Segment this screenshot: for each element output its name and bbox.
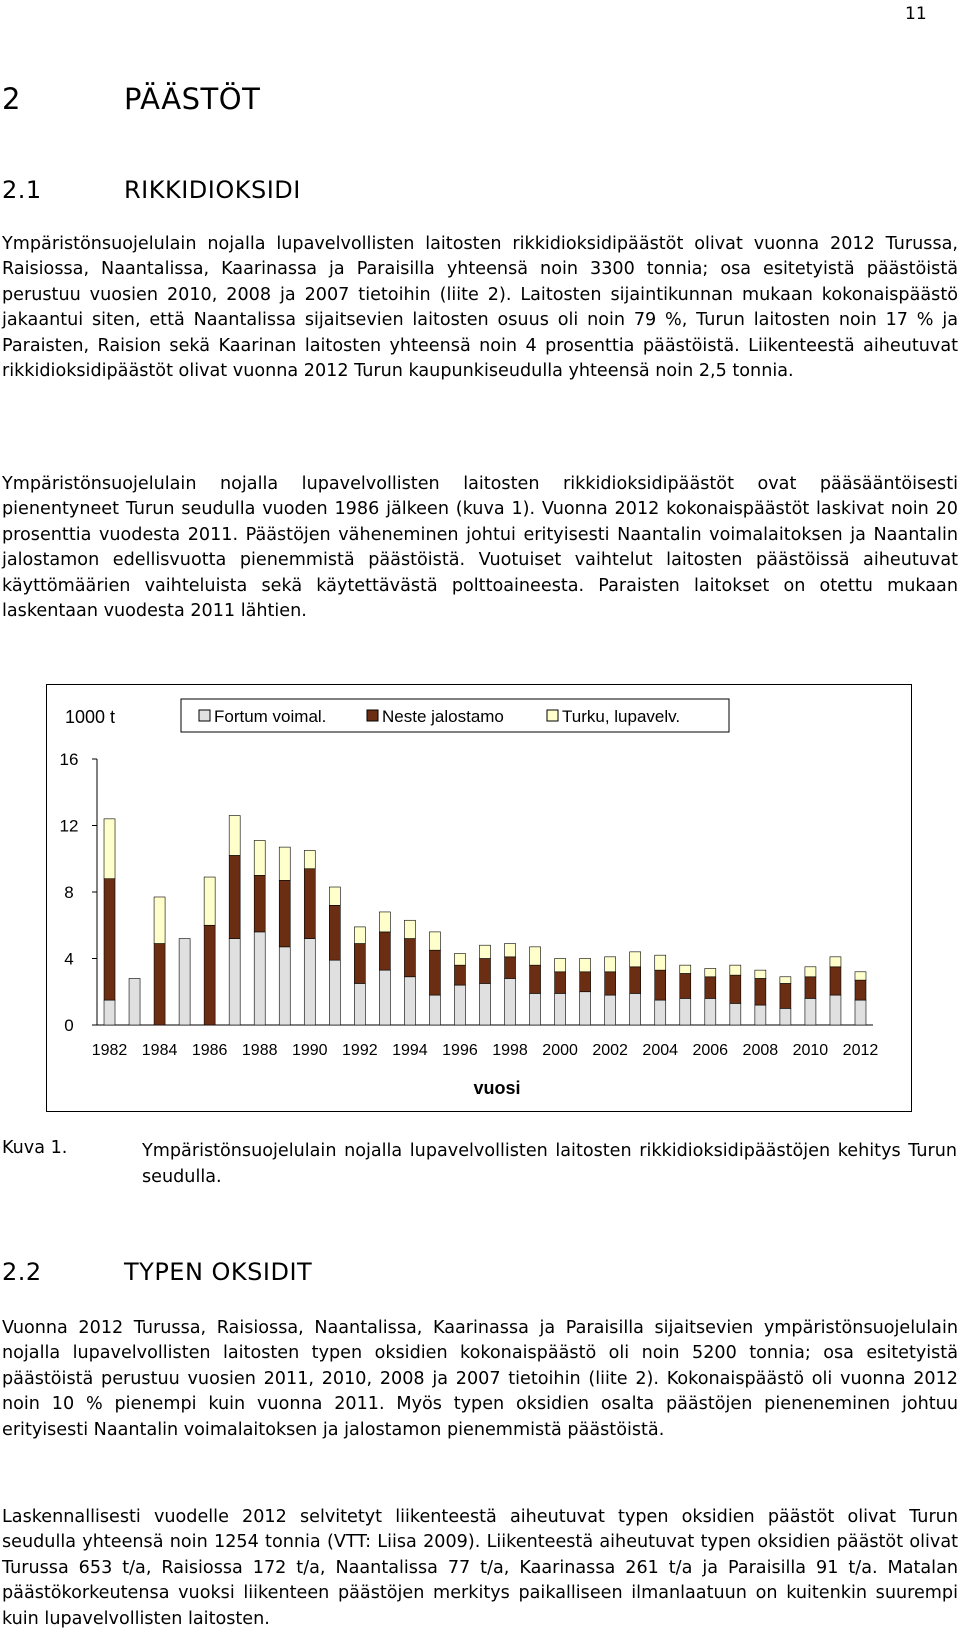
- bar-segment-neste-2011: [830, 967, 841, 995]
- bar-segment-neste-2002: [605, 972, 616, 995]
- section-title: PÄÄSTÖT: [124, 82, 261, 116]
- bar-segment-fortum-1992: [354, 983, 365, 1025]
- bar-segment-turku-1999: [530, 947, 541, 965]
- bar-segment-turku-1998: [505, 944, 516, 957]
- bar-segment-fortum-1990: [304, 939, 315, 1025]
- y-tick-label: 16: [59, 750, 79, 769]
- bar-segment-fortum-1991: [329, 960, 340, 1025]
- bar-segment-neste-1986: [204, 925, 215, 1025]
- bar-segment-turku-1990: [304, 850, 315, 868]
- bar-segment-turku-1988: [254, 840, 265, 875]
- bar-segment-fortum-1985: [179, 939, 190, 1025]
- bar-segment-fortum-2012: [855, 1000, 866, 1025]
- x-tick-label: 2002: [592, 1042, 628, 1059]
- legend-label: Fortum voimal.: [214, 707, 327, 726]
- bar-segment-fortum-2002: [605, 995, 616, 1025]
- bar-segment-fortum-2006: [705, 998, 716, 1025]
- bar-segment-fortum-1982: [104, 1000, 115, 1025]
- bar-segment-turku-1995: [429, 932, 440, 950]
- bar-segment-neste-1996: [454, 965, 465, 985]
- bar-segment-neste-1999: [530, 965, 541, 993]
- bar-segment-neste-1989: [279, 880, 290, 947]
- x-tick-label: 2004: [642, 1042, 679, 1059]
- bar-segment-neste-2009: [780, 983, 791, 1008]
- bar-segment-fortum-2007: [730, 1003, 741, 1025]
- bar-segment-neste-2007: [730, 975, 741, 1003]
- x-axis-label: vuosi: [473, 1078, 521, 1098]
- bar-segment-fortum-1996: [454, 985, 465, 1025]
- x-tick-label: 1998: [492, 1042, 528, 1059]
- section-number: 2: [2, 82, 21, 116]
- subsection-number: 2.1: [2, 176, 42, 204]
- section-heading: [2, 82, 261, 116]
- x-tick-label: 1982: [91, 1042, 128, 1059]
- bar-segment-turku-1986: [204, 877, 215, 925]
- y-tick-label: 8: [64, 883, 74, 902]
- bar-segment-turku-1997: [480, 945, 491, 958]
- bar-segment-fortum-1995: [429, 995, 440, 1025]
- bar-segment-turku-2000: [555, 959, 566, 972]
- bar-segment-fortum-1987: [229, 939, 240, 1025]
- bar-segment-neste-1988: [254, 875, 265, 932]
- bar-segment-fortum-1994: [404, 977, 415, 1025]
- subsection-heading-2-1: [2, 176, 301, 204]
- x-tick-label: 2008: [742, 1042, 779, 1059]
- bar-segment-neste-2001: [580, 972, 591, 992]
- bar-segment-turku-2012: [855, 972, 866, 980]
- chart-legend: [181, 699, 729, 732]
- subsection-title: RIKKIDIOKSIDI: [124, 176, 301, 204]
- bar-segment-fortum-1988: [254, 932, 265, 1025]
- y-tick-label: 0: [64, 1016, 74, 1035]
- x-tick-label: 2012: [842, 1042, 879, 1059]
- paragraph: Laskennallisesti vuodelle 2012 selvitetyt liikenteestä aiheutuvat typen oksidien päästöt olivat Turun seudulla yhteensä noin 1254 tonnia (VTT: Liisa 2009). Liikenteestä aiheutuvat typen oksidien päästöt olivat Turussa 653 t/a, Raisiossa 172 t/a, Naantalissa 77 t/a, Kaarinassa 261 t/a ja Paraisilla 91 t/a. Matalan päästökorkeutensa vuoksi liikenteen päästöjen merkitys paikalliseen ilmanlaatuun on kuitenkin suurempi kuin lupavelvollisten laitosten.: [2, 1507, 958, 1629]
- bar-segment-fortum-2011: [830, 995, 841, 1025]
- figure-caption-label: Kuva 1.: [2, 1138, 68, 1158]
- figure-caption-text: Ympäristönsuojelulain nojalla lupavelvollisten laitosten rikkidioksidipäästöjen kehitys Turun seudulla.: [142, 1141, 957, 1187]
- x-tick-label: 2000: [542, 1042, 578, 1059]
- chart-frame: [46, 684, 912, 1112]
- y-tick-label: 4: [64, 949, 74, 969]
- bar-segment-fortum-1993: [379, 970, 390, 1025]
- bar-segment-turku-1989: [279, 847, 290, 880]
- bar-segment-fortum-1983: [129, 978, 140, 1025]
- bar-segment-fortum-2005: [680, 998, 691, 1025]
- x-tick-label: 1988: [241, 1042, 278, 1059]
- legend-swatch: [367, 710, 378, 721]
- bar-segment-neste-1984: [154, 944, 165, 1025]
- bar-segment-turku-2002: [605, 957, 616, 972]
- bar-segment-fortum-2010: [805, 998, 816, 1025]
- subsection-heading-2-2: [2, 1258, 313, 1286]
- bar-segment-turku-1996: [454, 954, 465, 966]
- bar-segment-neste-1990: [304, 869, 315, 939]
- paragraph: Vuonna 2012 Turussa, Raisiossa, Naantalissa, Kaarinassa ja Paraisilla sijaitsevien ympäristönsuojelulain nojalla lupavelvollisten laitosten typen oksidien kokonaispäästö oli noin 5200 tonnia; osa esitetyistä päästöistä perustuu vuosien 2011, 2010, 2008 ja 2007 tietoihin (liite 2). Kokonaispäästö oli vuonna 2012 noin 10 % pienempi kuin vuonna 2011. Myös typen oksidien osalta päästöjen pieneneminen johtuu erityisesti Naantalin voimalaitoksen ja jalostamon pienemmistä päästöistä.: [2, 1318, 958, 1440]
- bar-segment-turku-2001: [580, 959, 591, 972]
- bar-segment-fortum-2003: [630, 993, 641, 1025]
- y-unit-label: 1000 t: [65, 707, 116, 727]
- bar-segment-neste-1982: [104, 879, 115, 1000]
- bar-segment-turku-2005: [680, 965, 691, 973]
- bar-segment-turku-1984: [154, 897, 165, 944]
- bar-segment-fortum-2001: [580, 992, 591, 1025]
- x-tick-label: 1994: [392, 1042, 428, 1059]
- bar-segment-fortum-2008: [755, 1005, 766, 1025]
- bar-segment-turku-1982: [104, 819, 115, 879]
- legend-swatch: [547, 710, 558, 721]
- subsection-title: TYPEN OKSIDIT: [124, 1258, 313, 1286]
- legend-label: Neste jalostamo: [382, 707, 504, 726]
- bar-segment-turku-2007: [730, 965, 741, 975]
- bar-segment-neste-2012: [855, 980, 866, 1000]
- bar-segment-turku-2004: [655, 955, 666, 970]
- bar-segment-turku-2003: [630, 952, 641, 967]
- bar-segment-fortum-2004: [655, 1000, 666, 1025]
- bar-segment-neste-2003: [630, 967, 641, 994]
- bar-segment-turku-1987: [229, 816, 240, 856]
- bar-segment-neste-2006: [705, 977, 716, 999]
- bar-segment-turku-1991: [329, 887, 340, 905]
- legend-swatch: [199, 710, 210, 721]
- subsection-number: 2.2: [2, 1258, 42, 1286]
- bar-segment-fortum-1998: [505, 978, 516, 1025]
- x-tick-label: 1990: [291, 1042, 328, 1059]
- legend-label: Turku, lupavelv.: [562, 707, 681, 726]
- bar-segment-turku-2006: [705, 968, 716, 976]
- bar-segment-turku-1992: [354, 927, 365, 944]
- bar-segment-fortum-2009: [780, 1008, 791, 1025]
- x-tick-label: 2006: [692, 1042, 729, 1059]
- x-tick-label: 1992: [342, 1042, 378, 1059]
- bar-segment-fortum-2000: [555, 993, 566, 1025]
- bar-segment-neste-1987: [229, 855, 240, 938]
- bar-segment-turku-1994: [404, 920, 415, 938]
- page-number: 11: [905, 4, 927, 24]
- bar-segment-neste-2004: [655, 970, 666, 1000]
- bar-segment-neste-1991: [329, 905, 340, 960]
- bar-segment-fortum-1999: [530, 993, 541, 1025]
- bar-segment-neste-1993: [379, 932, 390, 970]
- bar-segment-turku-1993: [379, 912, 390, 932]
- paragraph: Ympäristönsuojelulain nojalla lupavelvollisten laitosten rikkidioksidipäästöt ovat pääsääntöisesti pienentyneet Turun seudulla vuoden 1986 jälkeen (kuva 1). Vuonna 2012 kokonaispäästöt laskivat noin 20 prosenttia vuodesta 2011. Päästöjen väheneminen johtui erityisesti Naantalin voimalaitoksen ja Naantalin jalostamon edellisvuotta pienemmistä päästöistä. Vuotuiset vaihtelut laitosten päästöissä aiheutuvat käyttömäärien vaihteluista sekä käytettävästä polttoaineesta. Paraisten laitokset on otettu mukaan laskentaan vuodesta 2011 lähtien.: [2, 474, 958, 622]
- bar-segment-turku-2009: [780, 977, 791, 984]
- y-tick-label: 12: [59, 816, 79, 836]
- bar-segment-turku-2011: [830, 957, 841, 967]
- bar-segment-neste-1995: [429, 950, 440, 995]
- bar-segment-fortum-1997: [480, 983, 491, 1025]
- bar-segment-neste-2000: [555, 972, 566, 994]
- bar-segment-neste-1998: [505, 957, 516, 979]
- bar-segment-turku-2010: [805, 967, 816, 977]
- x-tick-label: 1986: [191, 1042, 228, 1059]
- bar-segment-turku-2008: [755, 970, 766, 978]
- bar-segment-neste-1997: [480, 959, 491, 984]
- x-tick-label: 1996: [442, 1042, 478, 1059]
- paragraph: Ympäristönsuojelulain nojalla lupavelvollisten laitosten rikkidioksidipäästöt olivat vuonna 2012 Turussa, Raisiossa, Naantalissa, Kaarinassa ja Paraisilla yhteensä noin 3300 tonnia; osa esitetyistä päästöistä perustuu vuosien 2010, 2008 ja 2007 tietoihin (liite 2). Laitosten sijaintikunnan mukaan kokonaispäästö jakaantui siten, että Naantalissa sijaitsevien laitosten osuus oli noin 79 %, Turun laitosten noin 17 % ja Paraisten, Raision sekä Kaarinan laitosten yhteensä noin 4 prosenttia päästöistä. Liikenteestä aiheutuvat rikkidioksidipäästöt olivat vuonna 2012 Turun kaupunkiseudulla yhteensä noin 2,5 tonnia.: [2, 234, 958, 382]
- bar-segment-neste-2005: [680, 973, 691, 998]
- bar-segment-neste-2008: [755, 978, 766, 1005]
- x-tick-label: 1984: [141, 1042, 178, 1059]
- so2-emissions-chart: [47, 685, 913, 1113]
- bar-segment-fortum-1989: [279, 947, 290, 1025]
- bar-segment-neste-1994: [404, 939, 415, 977]
- x-tick-label: 2010: [792, 1042, 829, 1059]
- bar-segment-neste-1992: [354, 944, 365, 984]
- bar-segment-neste-2010: [805, 977, 816, 999]
